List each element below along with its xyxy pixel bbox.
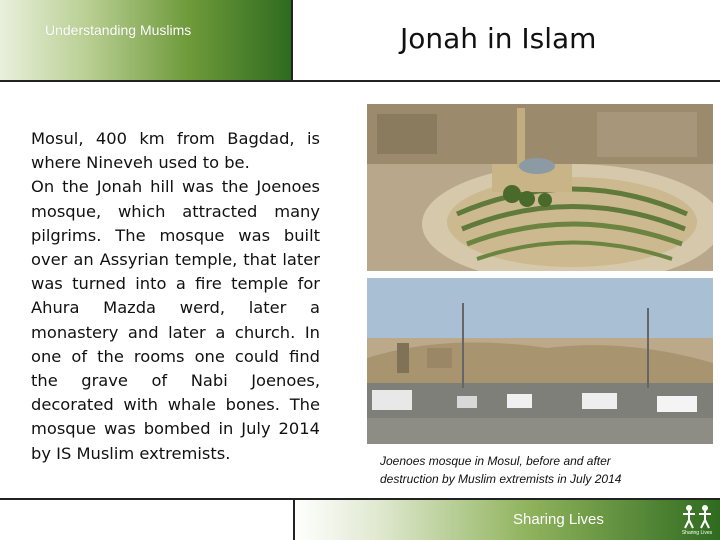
section-label: Understanding Muslims [45,22,192,38]
body-paragraph-1: Mosul, 400 km from Bagdad, is where Nineveh used to be. [31,129,320,173]
body-paragraph-2: On the Jonah hill was the Joenoes mosque, which attracted many pilgrims. The mosque was built over an Assyrian temple, that later was turned into a fire temple for Ahura Mazda werd, later a monastery and later a church. In one of the rooms one could find the grave of Nabi Joenoes, decorated with whale bones. The mosque was bombed in July 2014 by IS Muslim extremists. [31,177,320,463]
caption-line-1: Joenoes mosque in Mosul, before and after [380,454,611,468]
header-divider [293,80,720,82]
photo-caption [380,452,710,488]
slide-title: Jonah in Islam [400,22,597,55]
mosque-before-image [367,104,713,271]
footer-divider [0,498,293,500]
header-band [0,0,293,82]
mosque-after-photo [367,278,713,444]
people-icon [677,504,717,530]
footer-label: Sharing Lives [513,511,604,528]
sharing-lives-logo [677,504,717,538]
mosque-before-photo [367,104,713,271]
body-text [31,127,320,466]
footer-band [293,498,720,540]
mosque-after-image [367,278,713,444]
logo-text: Sharing Lives [681,530,713,536]
caption-line-2: destruction by Muslim extremists in July 2014 [380,472,622,486]
